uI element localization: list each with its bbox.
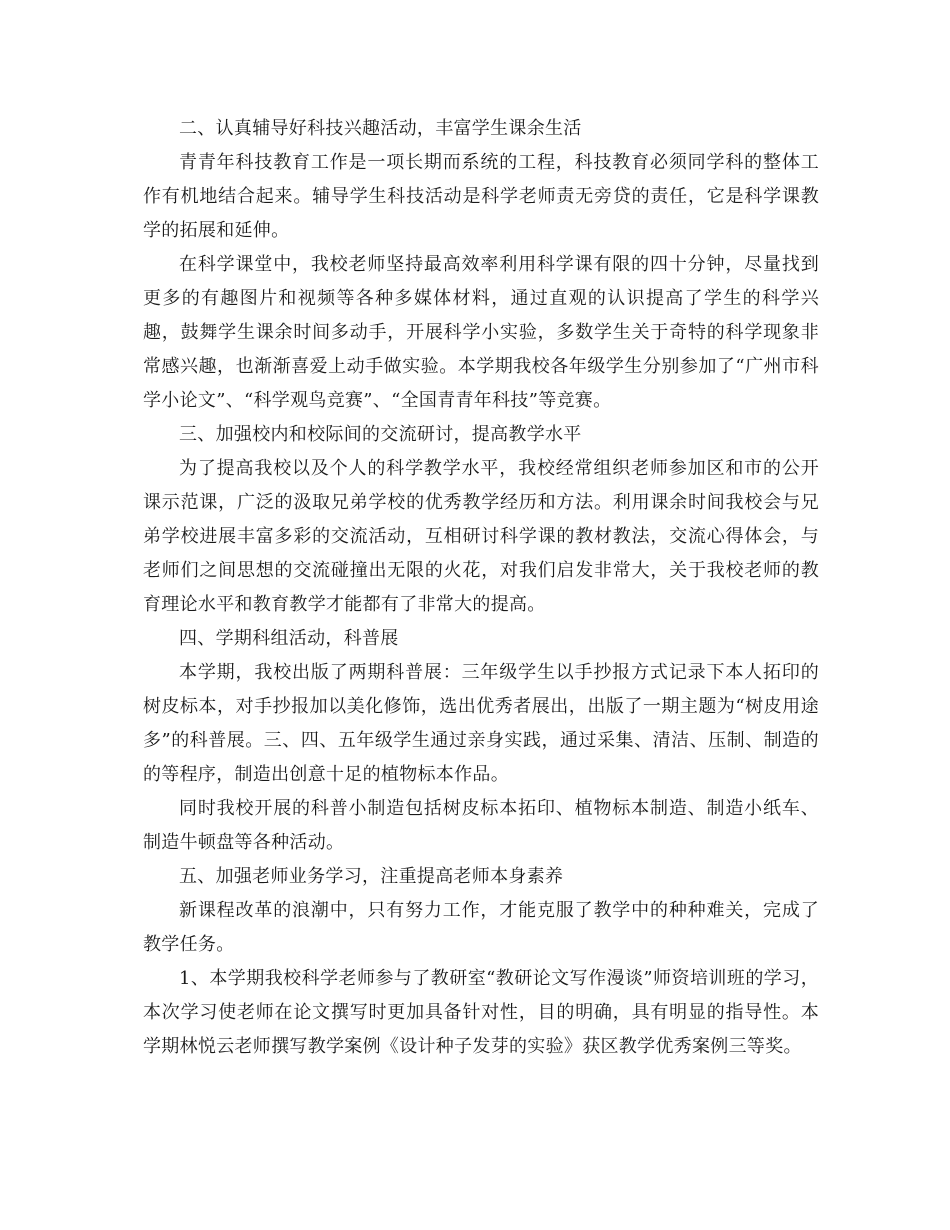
- paragraph: 本学期，我校出版了两期科普展：三年级学生以手抄报方式记录下本人拓印的树皮标本，对手抄报加以美化修饰，选出优秀者展出，出版了一期主题为“树皮用途多”的科普展。三、四、五年级学生通过亲身实践，通过采集、清洁、压制、制造的的等程序，制造出创意十足的植物标本作品。: [143, 662, 819, 785]
- document-body: [143, 112, 819, 1064]
- section-heading-5: 五、加强老师业务学习，注重提高老师本身素养: [179, 866, 564, 887]
- paragraph: 1、本学期我校科学老师参与了教研室“教研论文写作漫谈”师资培训班的学习，本次学习使老师在论文撰写时更加具备针对性，目的明确，具有明显的指导性。本学期林悦云老师撰写教学案例《设计种子发芽的实验》获区教学优秀案例三等奖。: [143, 968, 819, 1057]
- paragraph: 同时我校开展的科普小制造包括树皮标本拓印、植物标本制造、制造小纸车、制造牛顿盘等各种活动。: [143, 798, 819, 853]
- section-heading-4: 四、学期科组活动，科普展: [179, 628, 399, 649]
- paragraph: 新课程改革的浪潮中，只有努力工作，才能克服了教学中的种种难关，完成了教学任务。: [143, 900, 819, 955]
- paragraph: 在科学课堂中，我校老师坚持最高效率利用科学课有限的四十分钟，尽量找到更多的有趣图片和视频等各种多媒体材料，通过直观的认识提高了学生的科学兴趣，鼓舞学生课余时间多动手，开展科学小实验，多数学生关于奇特的科学现象非常感兴趣，也渐渐喜爱上动手做实验。本学期我校各年级学生分别参加了“广州市科学小论文”、“科学观鸟竞赛”、“全国青青年科技”等竞赛。: [143, 254, 819, 411]
- section-heading-2: 二、认真辅导好科技兴趣活动，丰富学生课余生活: [179, 118, 582, 139]
- section-heading-3: 三、加强校内和校际间的交流研讨，提高教学水平: [179, 424, 582, 445]
- paragraph: 为了提高我校以及个人的科学教学水平，我校经常组织老师参加区和市的公开课示范课，广泛的汲取兄弟学校的优秀教学经历和方法。利用课余时间我校会与兄弟学校进展丰富多彩的交流活动，互相研讨科学课的教材教法，交流心得体会，与老师们之间思想的交流碰撞出无限的火花，对我们启发非常大，关于我校老师的教育理论水平和教育教学才能都有了非常大的提高。: [143, 458, 819, 615]
- paragraph: 青青年科技教育工作是一项长期而系统的工程，科技教育必须同学科的整体工作有机地结合起来。辅导学生科技活动是科学老师责无旁贷的责任，它是科学课教学的拓展和延伸。: [143, 152, 819, 241]
